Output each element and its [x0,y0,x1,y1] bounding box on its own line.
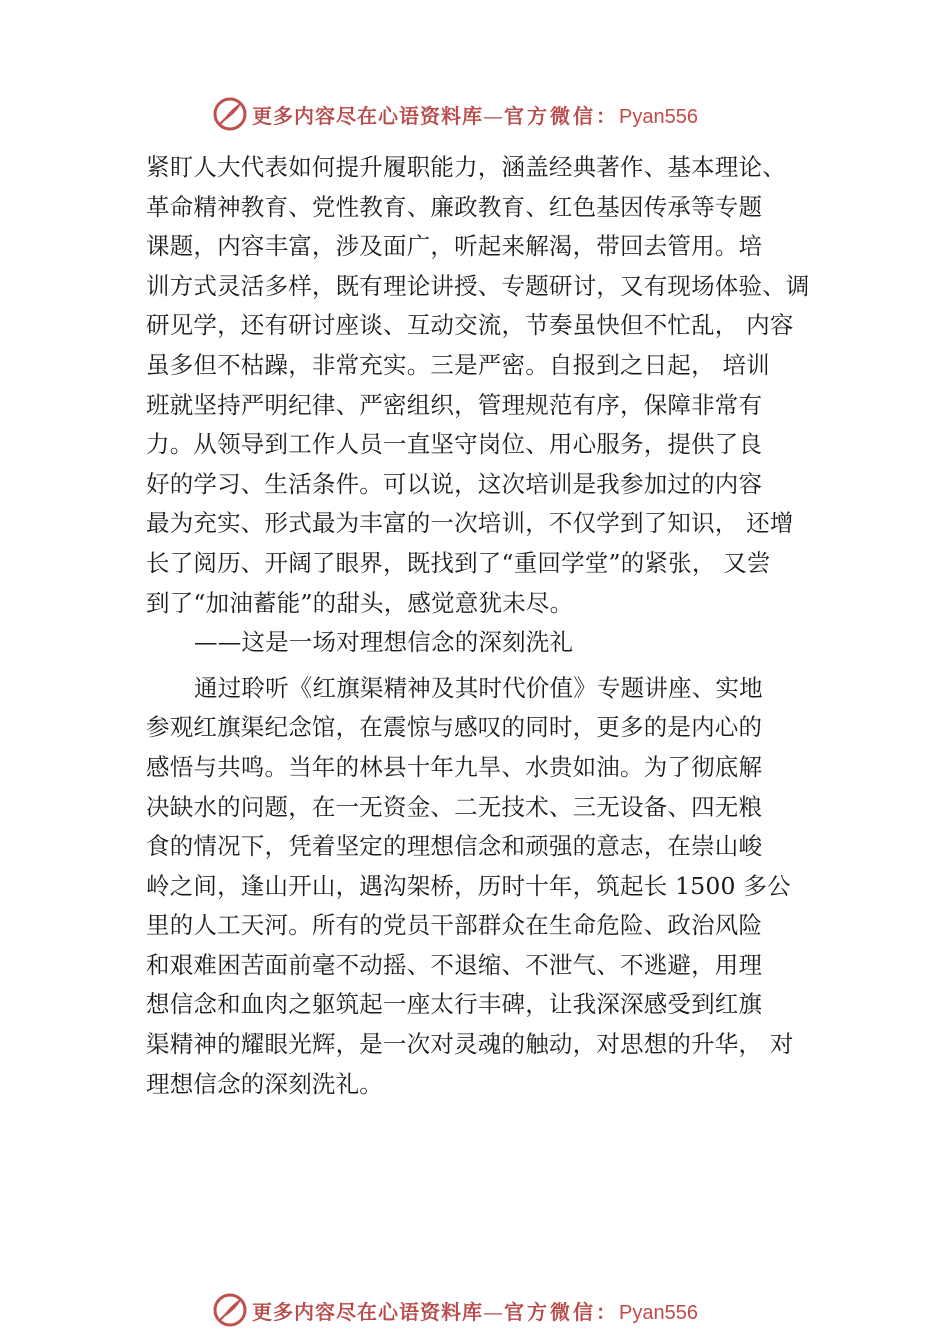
paragraph-line: 食的情况下，凭着坚定的理想信念和顽强的意志，在崇山峻 [146,832,763,861]
quill-logo-icon [212,96,248,132]
body-line: 研见学，还有研讨座谈、互动交流，节奏虽快但不忙乱， 内容 [146,311,794,340]
body-line: 最为充实、形式最为丰富的一次培训，不仅学到了知识， 还增 [146,509,794,538]
paragraph-line: 想信念和血肉之躯筑起一座太行丰碑，让我深深感受到红旗 [146,990,763,1019]
paragraph-line: 里的人工天河。所有的党员干部群众在生命危险、政治风险 [146,911,763,940]
paragraph-line: 决缺水的问题，在一无资金、二无技术、三无设备、四无粮 [146,792,763,821]
header-banner-wechat-label: 官方微信： [504,103,620,128]
section-subtitle: ——这是一场对理想信念的深刻洗礼 [194,628,574,657]
header-banner [0,94,950,134]
body-line: 长了阅历、开阔了眼界，既找到了“重回学堂”的紧张， 又尝 [146,548,771,577]
body-line: 虽多但不枯躁，非常充实。三是严密。自报到之日起， 培训 [146,350,770,379]
paragraph-line: 岭之间，逢山开山，遇沟架桥，历时十年，筑起长 1500 多公 [146,871,791,900]
paragraph-line: 渠精神的耀眼光辉，是一次对灵魂的触动，对思想的升华， 对 [146,1030,794,1059]
paragraph-line: 参观红旗渠纪念馆，在震惊与感叹的同时，更多的是内心的 [146,713,763,742]
document-body [146,148,826,1104]
body-line: 革命精神教育、党性教育、廉政教育、红色基因传承等专题 [146,192,763,221]
paragraph-line: 感悟与共鸣。当年的林县十年九旱、水贵如油。为了彻底解 [146,752,763,781]
body-line: 训方式灵活多样，既有理论讲授、专题研讨，又有现场体验、调 [146,271,810,300]
footer-banner-text [252,1296,698,1325]
footer-banner-wechat-id: Pyan556 [619,1301,698,1324]
quill-logo-icon [212,1292,248,1328]
footer-banner-separator: — [483,1299,505,1324]
paragraph-line: 理想信念的深刻洗礼。 [146,1069,383,1098]
body-line: 好的学习、生活条件。可以说，这次培训是我参加过的内容 [146,469,763,498]
body-line: 班就坚持严明纪律、严密组织，管理规范有序，保障非常有 [146,390,763,419]
body-line: 紧盯人大代表如何提升履职能力，涵盖经典著作、基本理论、 [146,153,786,181]
paragraph-line: 通过聆听《红旗渠精神及其时代价值》专题讲座、实地 [194,673,763,702]
header-banner-separator: — [483,103,505,128]
header-banner-main: 更多内容尽在心语资料库 [252,103,484,128]
body-line: 课题，内容丰富，涉及面广，听起来解渴，带回去管用。培 [146,232,763,261]
footer-banner-wechat-label: 官方微信： [504,1299,620,1324]
footer-banner [0,1290,950,1330]
body-line: 到了“加油蓄能”的甜头，感觉意犹未尽。 [146,588,574,617]
paragraph-line: 和艰难困苦面前毫不动摇、不退缩、不泄气、不逃避，用理 [146,950,763,979]
header-banner-text [252,100,698,129]
footer-banner-main: 更多内容尽在心语资料库 [252,1299,484,1324]
body-line: 力。从领导到工作人员一直坚守岗位、用心服务，提供了良 [146,430,763,459]
header-banner-wechat-id: Pyan556 [619,105,698,128]
